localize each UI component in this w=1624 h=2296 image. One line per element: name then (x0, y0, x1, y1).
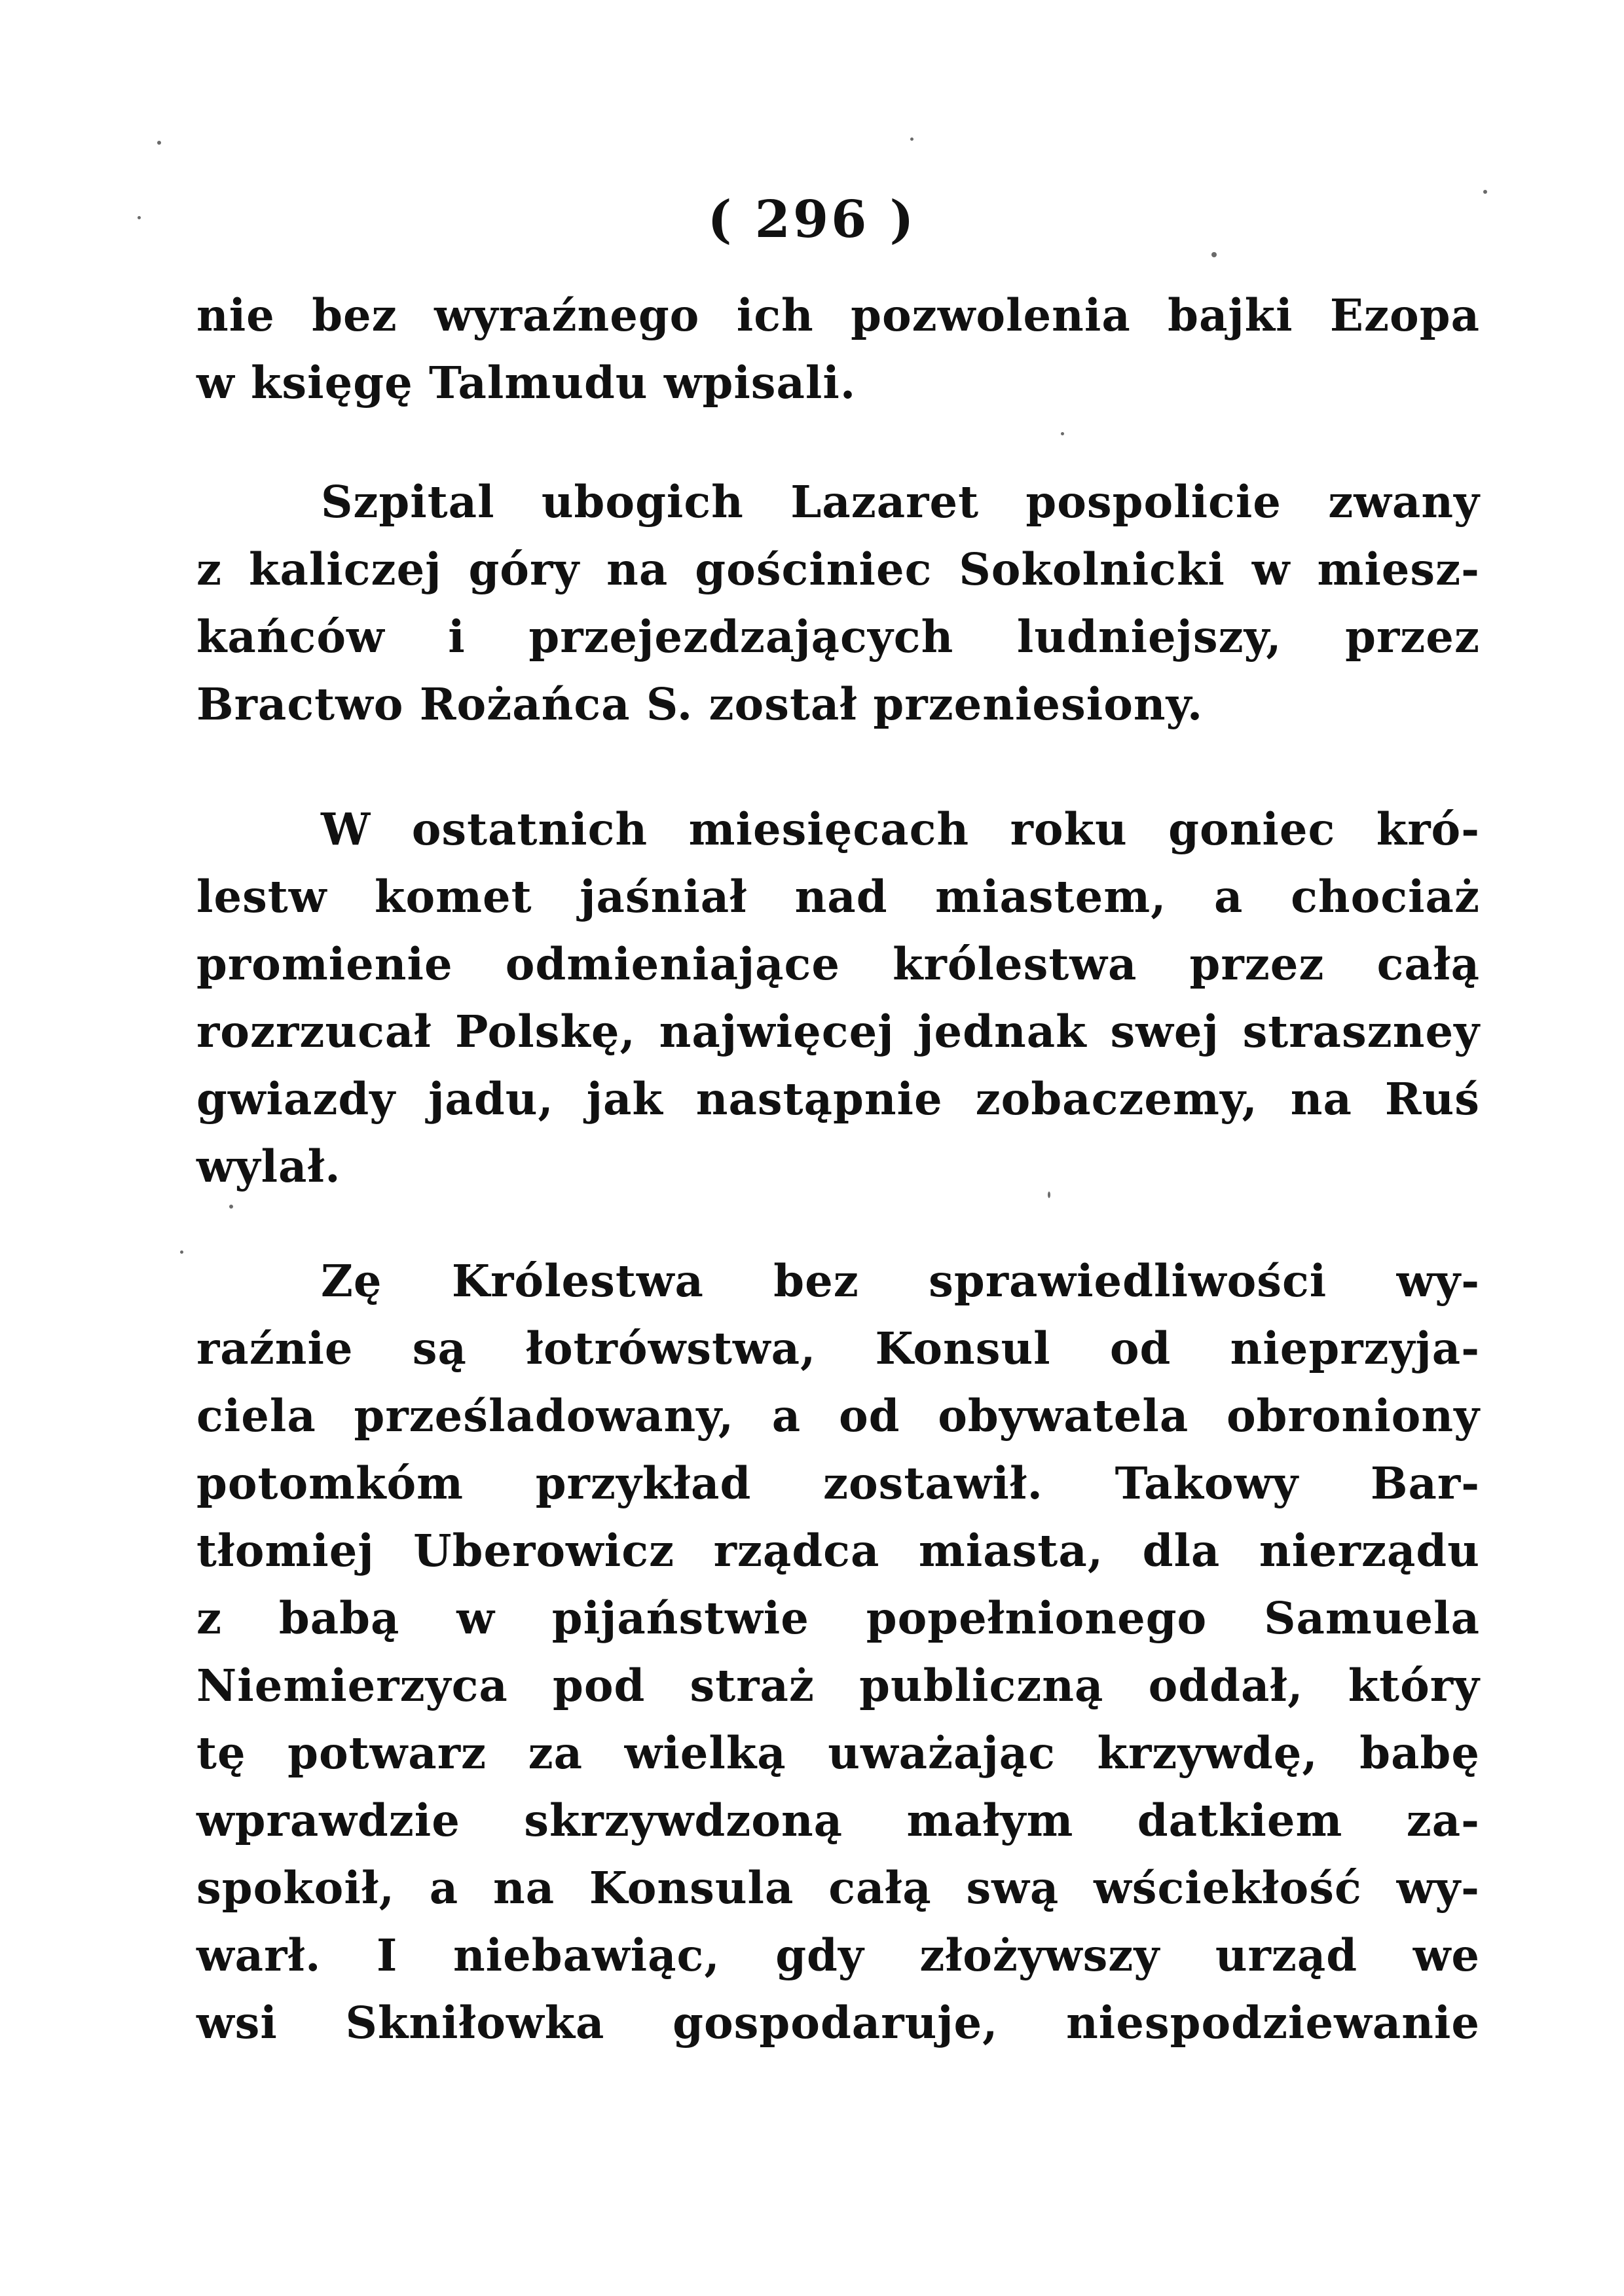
text-line: tę potwarz za wielką uważając krzywdę, babę (196, 1727, 1480, 1779)
scan-speck (1483, 190, 1487, 194)
text-line: gwiazdy jadu, jak nastąpnie zobaczemy, na Ruś (196, 1073, 1480, 1125)
scan-speck (138, 216, 141, 219)
text-line: ciela prześladowany, a od obywatela obroniony (196, 1390, 1480, 1442)
scan-speck (1061, 432, 1064, 435)
text-line: rozrzucał Polskę, najwięcej jednak swej straszney (196, 1006, 1480, 1057)
text-line: z kaliczej góry na gościniec Sokolnicki w miesz- (196, 543, 1480, 595)
text-line: potomkóm przykład zostawił. Takowy Bar- (196, 1457, 1480, 1509)
text-line: tłomiej Uberowicz rządca miasta, dla nierządu (196, 1525, 1480, 1576)
text-line: wsi Skniłowka gospodaruje, niespodziewanie (196, 1997, 1480, 2049)
text-line: Szpital ubogich Lazaret pospolicie zwany (321, 476, 1480, 528)
scan-speck (229, 1205, 233, 1209)
page-number: ( 296 ) (707, 190, 917, 249)
text-line: kańców i przejezdzających ludniejszy, przez (196, 611, 1480, 663)
scan-speck (1211, 252, 1217, 257)
text-line: nie bez wyraźnego ich pozwolenia bajki Ezopa (196, 289, 1480, 341)
paragraph-2 (196, 468, 1480, 738)
text-line: promienie odmieniające królestwa przez całą (196, 938, 1480, 990)
text-line: W ostatnich miesięcach roku goniec kró- (321, 803, 1480, 855)
paragraph-1 (196, 282, 1480, 416)
scan-speck (180, 1250, 183, 1254)
paragraph-3 (196, 795, 1480, 1200)
text-line: lestw komet jaśniał nad miastem, a chociaż (196, 871, 1480, 922)
text-line: wprawdzie skrzywdzoną małym datkiem za- (196, 1795, 1480, 1846)
text-line: raźnie są łotrówstwa, Konsul od nieprzyja- (196, 1322, 1480, 1374)
scan-speck (910, 137, 913, 141)
text-line: Bractwo Rożańca S. został przeniesiony. (196, 678, 1204, 730)
paragraph-4 (196, 1247, 1480, 2056)
text-line: warł. I niebawiąc, gdy złożywszy urząd we (196, 1929, 1480, 1981)
scan-speck (1048, 1192, 1050, 1198)
text-line: Niemierzyca pod straż publiczną oddał, który (196, 1660, 1480, 1711)
text-line: z babą w pijaństwie popełnionego Samuela (196, 1592, 1480, 1644)
scan-speck (157, 141, 161, 145)
text-line: w księgę Talmudu wpisali. (196, 357, 857, 409)
text-line: wylał. (196, 1140, 341, 1192)
text-line: Zę Królestwa bez sprawiedliwości wy- (321, 1255, 1480, 1307)
text-line: spokoił, a na Konsula całą swą wściekłość wy- (196, 1862, 1480, 1914)
